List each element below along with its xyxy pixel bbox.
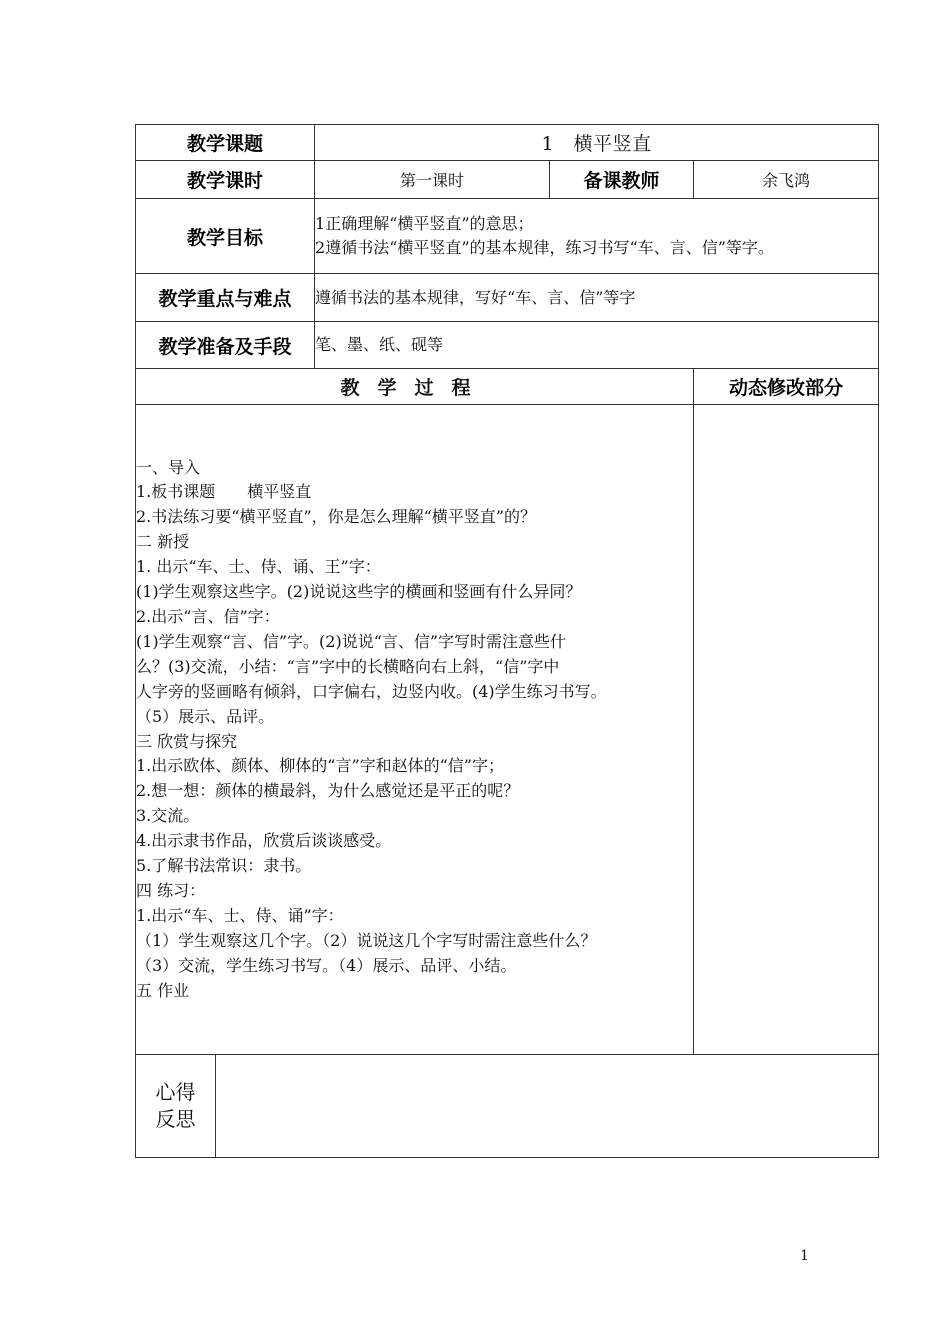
preparation-label: 教学准备及手段 [136, 322, 315, 369]
process-line: （1）学生观察这几个字。（2）说说这几个字写时需注意些什么？ [136, 930, 597, 950]
process-line: 五 作业 [136, 980, 190, 1000]
period-label: 教学课时 [136, 161, 315, 199]
process-line: 一、导入 [136, 457, 201, 477]
process-line: 二 新授 [136, 532, 190, 552]
process-line: 么？(3)交流，小结：“言”字中的长横略向右上斜，“信”字中 [136, 656, 560, 676]
process-line: (1)学生观察“言、信”字。(2)说说“言、信”字写时需注意些什 [136, 631, 567, 651]
process-line: 4.出示隶书作品，欣赏后谈谈感受。 [136, 831, 392, 851]
page-number: 1 [800, 1248, 809, 1264]
process-line: 1.出示“车、士、侍、诵”字： [136, 905, 344, 925]
process-line: 三 欣赏与探究 [136, 731, 238, 751]
goals-text [315, 199, 879, 274]
process-heading: 教学过程 [136, 369, 694, 405]
preparation-text: 笔、墨、纸、砚等 [315, 322, 879, 369]
process-line: 3.交流。 [136, 806, 200, 826]
key-points-label: 教学重点与难点 [136, 274, 315, 322]
revision-heading: 动态修改部分 [694, 369, 879, 405]
process-line: （5）展示、品评。 [136, 706, 275, 726]
process-line: 2.出示“言、信”字： [136, 606, 280, 626]
process-line: 5.了解书法常识：隶书。 [136, 856, 312, 876]
lesson-plan-table [135, 124, 879, 1158]
process-line: 2.想一想：颜体的横最斜，为什么感觉还是平正的呢？ [136, 781, 520, 801]
teacher-label: 备课教师 [550, 161, 694, 199]
reflection-label-line1: 心得 [155, 1080, 196, 1104]
topic-value: 1 横平竖直 [315, 125, 879, 161]
process-line: (1)学生观察这些字。(2)说说这些字的横画和竖画有什么异同？ [136, 582, 582, 602]
process-line: 四 练习： [136, 880, 206, 900]
process-line: 2.书法练习要“横平竖直”，你是怎么理解“横平竖直”的？ [136, 507, 536, 527]
goal-item: 1正确理解“横平竖直”的意思； [315, 214, 534, 233]
reflection-area [216, 1055, 879, 1158]
process-line: 1.出示欧体、颜体、柳体的“言”字和赵体的“信”字； [136, 756, 504, 776]
key-points-text: 遵循书法的基本规律，写好“车、言、信”等字 [315, 274, 879, 322]
revision-area [694, 405, 879, 1055]
goal-item: 2遵循书法“横平竖直”的基本规律，练习书写“车、言、信”等字。 [315, 238, 774, 257]
goals-label: 教学目标 [136, 199, 315, 274]
reflection-label-line2: 反思 [155, 1107, 196, 1131]
period-value: 第一课时 [315, 161, 550, 199]
topic-label: 教学课题 [136, 125, 315, 161]
process-content [136, 405, 694, 1055]
process-line: （3）交流，学生练习书写。（4）展示、品评、小结。 [136, 955, 517, 975]
teacher-value: 余飞鸿 [694, 161, 879, 199]
process-line: 1. 出示“车、士、侍、诵、王”字： [136, 557, 381, 577]
process-line: 人字旁的竖画略有倾斜，口字偏右，边竖内收。(4)学生练习书写。 [136, 681, 607, 701]
process-line: 1.板书课题 横平竖直 [136, 482, 312, 502]
reflection-label [136, 1055, 216, 1158]
